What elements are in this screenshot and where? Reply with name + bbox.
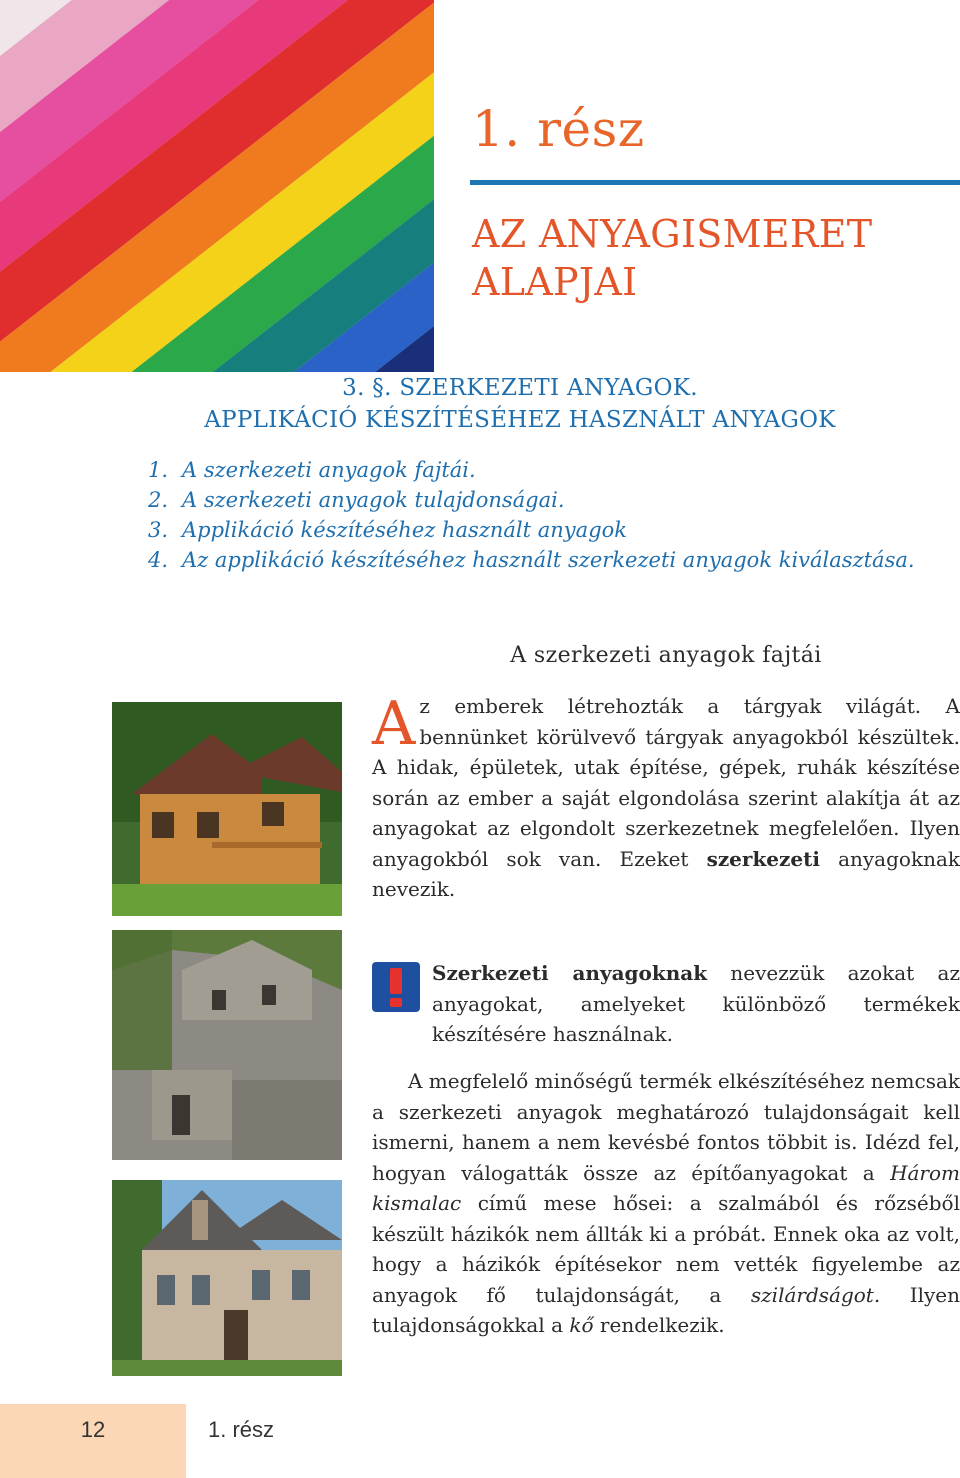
title-divider [470, 180, 960, 185]
topic-item [148, 485, 948, 515]
paragraph-text: nevezzük azokat az anyagokat, amelyeket különböző termékek készítésére használnak. [432, 961, 960, 1046]
topic-number: 3. [148, 518, 169, 542]
topic-text: A szerkezeti anyagok tulajdonságai. [182, 488, 565, 512]
topic-number: 2. [148, 488, 169, 512]
topic-text: A szerkezeti anyagok fajtái. [182, 458, 476, 482]
section-heading [80, 372, 960, 436]
bold-term: Szerkezeti anyagoknak [432, 961, 708, 985]
subheading: A szerkezeti anyagok fajtái [510, 643, 822, 668]
stone-manor-photo [112, 1180, 342, 1376]
part-title: 1. rész [472, 100, 645, 158]
chapter-title-line: AZ ANYAGISMERET [472, 212, 873, 256]
topic-text: Applikáció készítéséhez használt anyagok [182, 518, 627, 542]
italic-term: kő [569, 1313, 594, 1337]
topic-item [148, 455, 948, 485]
page-number: 12 [80, 1417, 106, 1442]
paragraph-text: A megfelelő minőségű termék elkészítéséhez nemcsak a szerkezeti anyagok meghatározó tulajdonságait kell ismerni, hanem a nem kevésbé fontos többit is. Idézd fel, hogyan válogatták össze az építőanyagokat a [372, 1069, 960, 1185]
paragraph-text: Ilyen tulajdonságokkal a [372, 1282, 960, 1337]
intro-paragraph [372, 691, 960, 905]
topic-number: 4. [148, 548, 169, 572]
paragraph-text: rendelkezik. [593, 1313, 725, 1337]
exclamation-icon [372, 962, 420, 1012]
stone-house-photo [112, 930, 342, 1160]
chapter-title-line: ALAPJAI [472, 260, 638, 304]
italic-term: szilárdságot. [750, 1282, 881, 1307]
footer-part-label: 1. rész [208, 1417, 275, 1442]
wooden-house-photo [112, 702, 342, 916]
paragraph-text: z emberek létrehozták a tárgyak világát. A bennünket körülvevő tárgyak anyagokból készültek. A hidak, épületek, utak építése, gépek, ruhák készítése során az ember a saját elgondolása szerint alakítja át az anyagokat az elgondolt szerkezetnek megfelelően. Ilyen anyagokból sok van. Ezeket [372, 694, 960, 871]
callout-text [432, 958, 960, 1050]
section-heading-line: 3. §. SZERKEZETI ANYAGOK. [342, 375, 698, 401]
paragraph-text: című mese hősei: a szalmából és rőzséből készült házikók nem állták ki a próbát. Ennek oka az volt, hogy a házikók építésekor nem vették figyelembe az anyagok fő tulajdonságát, a [372, 1191, 960, 1307]
definition-callout [372, 958, 960, 1058]
paragraph-text: anyagoknak nevezik. [372, 846, 960, 901]
topic-item [148, 545, 948, 575]
chapter-title [472, 210, 952, 306]
drop-cap: A [372, 689, 416, 759]
fabric-swatches-image [0, 0, 434, 372]
topic-item [148, 515, 948, 545]
section-heading-line: APPLIKÁCIÓ KÉSZÍTÉSÉHEZ HASZNÁLT ANYAGOK [204, 407, 836, 433]
topic-list [148, 455, 948, 575]
italic-term: Három kismalac [372, 1160, 960, 1215]
topic-number: 1. [148, 458, 169, 482]
story-paragraph [372, 1066, 960, 1341]
topic-text: Az applikáció készítéséhez használt szerkezeti anyagok kiválasztása. [182, 548, 915, 572]
bold-term: szerkezeti [706, 846, 820, 871]
